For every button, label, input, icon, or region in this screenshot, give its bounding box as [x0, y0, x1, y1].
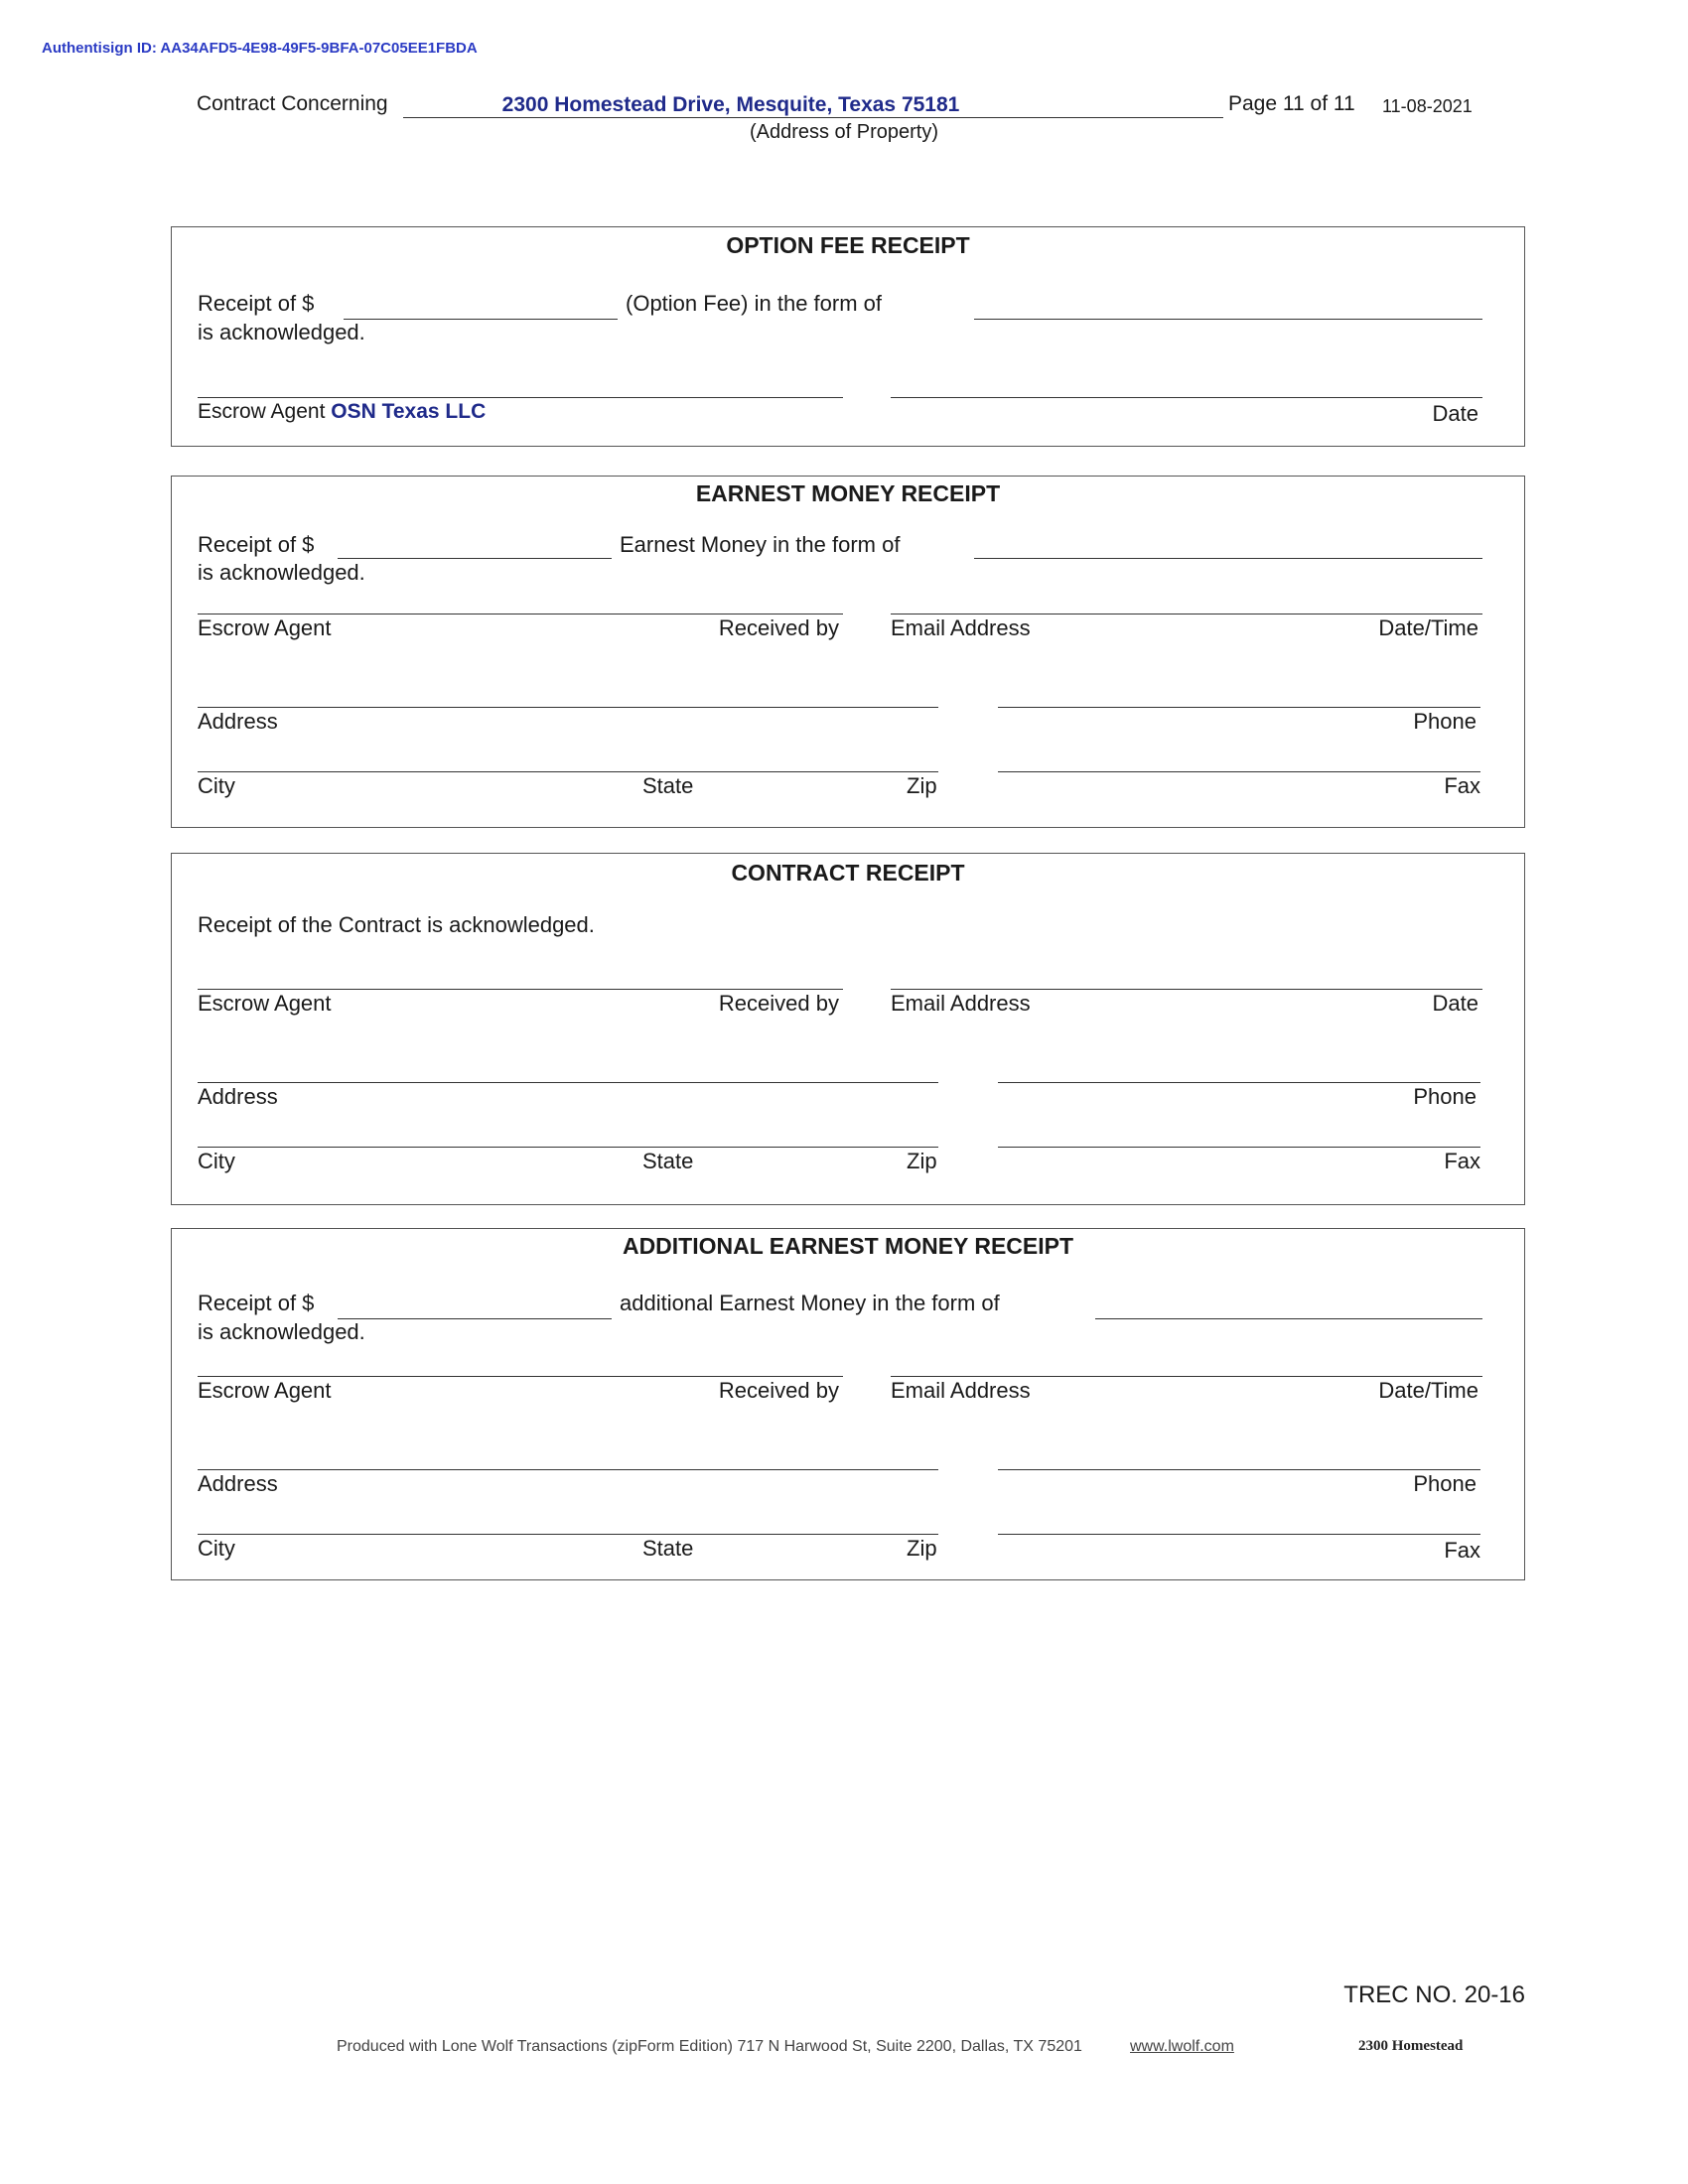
earnest-money-receipt-box: [171, 476, 1525, 828]
option-fee-date-label: Date: [1432, 401, 1478, 426]
additional-escrow-line[interactable]: [198, 1376, 843, 1377]
contract-receipt-text: Receipt of the Contract is acknowledged.: [198, 912, 595, 937]
earnest-escrow-agent-label: Escrow Agent: [198, 615, 332, 640]
earnest-receipt-of: Receipt of $: [198, 532, 315, 557]
additional-fax-line[interactable]: [998, 1534, 1480, 1535]
contract-receipt-title: CONTRACT RECEIPT: [731, 860, 965, 886]
additional-zip-label: Zip: [907, 1536, 937, 1561]
earnest-form-field[interactable]: [974, 558, 1482, 559]
footer-url-link[interactable]: www.lwolf.com: [1130, 2038, 1234, 2055]
earnest-amount-field[interactable]: [338, 558, 612, 559]
earnest-state-label: State: [642, 773, 694, 798]
additional-phone-line[interactable]: [998, 1469, 1480, 1470]
earnest-email-label: Email Address: [891, 615, 1031, 640]
earnest-address-label: Address: [198, 709, 278, 734]
page-number: Page 11 of 11: [1228, 92, 1355, 115]
earnest-money-title: EARNEST MONEY RECEIPT: [695, 480, 1001, 506]
additional-email-line[interactable]: [891, 1376, 1482, 1377]
additional-form-text: additional Earnest Money in the form of: [620, 1291, 1000, 1315]
address-caption: (Address of Property): [749, 121, 939, 143]
contract-received-by-label: Received by: [718, 991, 839, 1016]
option-fee-escrow-signature-line[interactable]: [198, 397, 843, 398]
additional-receipt-of: Receipt of $: [198, 1291, 315, 1315]
earnest-city-line[interactable]: [198, 771, 938, 772]
additional-fax-label: Fax: [1444, 1538, 1480, 1563]
earnest-form-text: Earnest Money in the form of: [620, 532, 901, 557]
additional-address-label: Address: [198, 1471, 278, 1496]
escrow-agent-value: OSN Texas LLC: [331, 400, 487, 423]
contract-phone-line[interactable]: [998, 1082, 1480, 1083]
option-fee-receipt-box: [171, 226, 1525, 447]
header-date: 11-08-2021: [1382, 96, 1473, 116]
additional-city-line[interactable]: [198, 1534, 938, 1535]
additional-state-label: State: [642, 1536, 694, 1561]
earnest-received-by-label: Received by: [718, 615, 839, 640]
address-line: [403, 117, 1223, 118]
option-fee-form-field[interactable]: [974, 319, 1482, 320]
earnest-fax-label: Fax: [1444, 773, 1480, 798]
additional-city-label: City: [198, 1536, 235, 1561]
additional-email-label: Email Address: [891, 1378, 1031, 1403]
additional-earnest-title: ADDITIONAL EARNEST MONEY RECEIPT: [622, 1233, 1074, 1259]
contract-city-line[interactable]: [198, 1147, 938, 1148]
authentisign-id: Authentisign ID: AA34AFD5-4E98-49F5-9BFA-07C05EE1FBDA: [42, 40, 478, 57]
earnest-city-label: City: [198, 773, 235, 798]
footer-produced-by: Produced with Lone Wolf Transactions (zipForm Edition) 717 N Harwood St, Suite 2200, Dallas, TX 75201: [337, 2038, 1082, 2055]
option-fee-title: OPTION FEE RECEIPT: [726, 232, 970, 258]
option-fee-acknowledged: is acknowledged.: [198, 320, 365, 344]
contract-fax-line[interactable]: [998, 1147, 1480, 1148]
contract-date-label: Date: [1432, 991, 1478, 1016]
earnest-address-line[interactable]: [198, 707, 938, 708]
earnest-phone-line[interactable]: [998, 707, 1480, 708]
contract-escrow-line[interactable]: [198, 989, 843, 990]
contract-email-label: Email Address: [891, 991, 1031, 1016]
additional-phone-label: Phone: [1413, 1471, 1477, 1496]
contract-state-label: State: [642, 1149, 694, 1173]
contract-fax-label: Fax: [1444, 1149, 1480, 1173]
option-fee-escrow-agent: [198, 400, 486, 424]
contract-phone-label: Phone: [1413, 1084, 1477, 1109]
additional-amount-field[interactable]: [338, 1318, 612, 1319]
earnest-fax-line[interactable]: [998, 771, 1480, 772]
option-fee-receipt-of: Receipt of $: [198, 291, 315, 316]
option-fee-form-text: (Option Fee) in the form of: [626, 291, 882, 316]
earnest-acknowledged: is acknowledged.: [198, 560, 365, 585]
option-fee-amount-field[interactable]: [344, 319, 618, 320]
earnest-datetime-label: Date/Time: [1378, 615, 1478, 640]
additional-acknowledged: is acknowledged.: [198, 1319, 365, 1344]
additional-escrow-agent-label: Escrow Agent: [198, 1378, 332, 1403]
footer-document-name: 2300 Homestead: [1358, 2038, 1464, 2054]
additional-form-field[interactable]: [1095, 1318, 1482, 1319]
additional-datetime-label: Date/Time: [1378, 1378, 1478, 1403]
contract-address-label: Address: [198, 1084, 278, 1109]
earnest-zip-label: Zip: [907, 773, 937, 798]
contract-receipt-box: [171, 853, 1525, 1205]
contract-email-line[interactable]: [891, 989, 1482, 990]
contract-concerning-label: Contract Concerning: [197, 92, 388, 115]
earnest-phone-label: Phone: [1413, 709, 1477, 734]
additional-address-line[interactable]: [198, 1469, 938, 1470]
contract-city-label: City: [198, 1149, 235, 1173]
contract-address-line[interactable]: [198, 1082, 938, 1083]
contract-zip-label: Zip: [907, 1149, 937, 1173]
additional-received-by-label: Received by: [718, 1378, 839, 1403]
contract-escrow-agent-label: Escrow Agent: [198, 991, 332, 1016]
option-fee-date-line[interactable]: [891, 397, 1482, 398]
property-address: 2300 Homestead Drive, Mesquite, Texas 75181: [501, 93, 960, 116]
trec-number: TREC NO. 20-16: [1343, 1981, 1525, 2008]
escrow-agent-label: Escrow Agent: [198, 400, 326, 423]
additional-earnest-money-receipt-box: [171, 1228, 1525, 1580]
